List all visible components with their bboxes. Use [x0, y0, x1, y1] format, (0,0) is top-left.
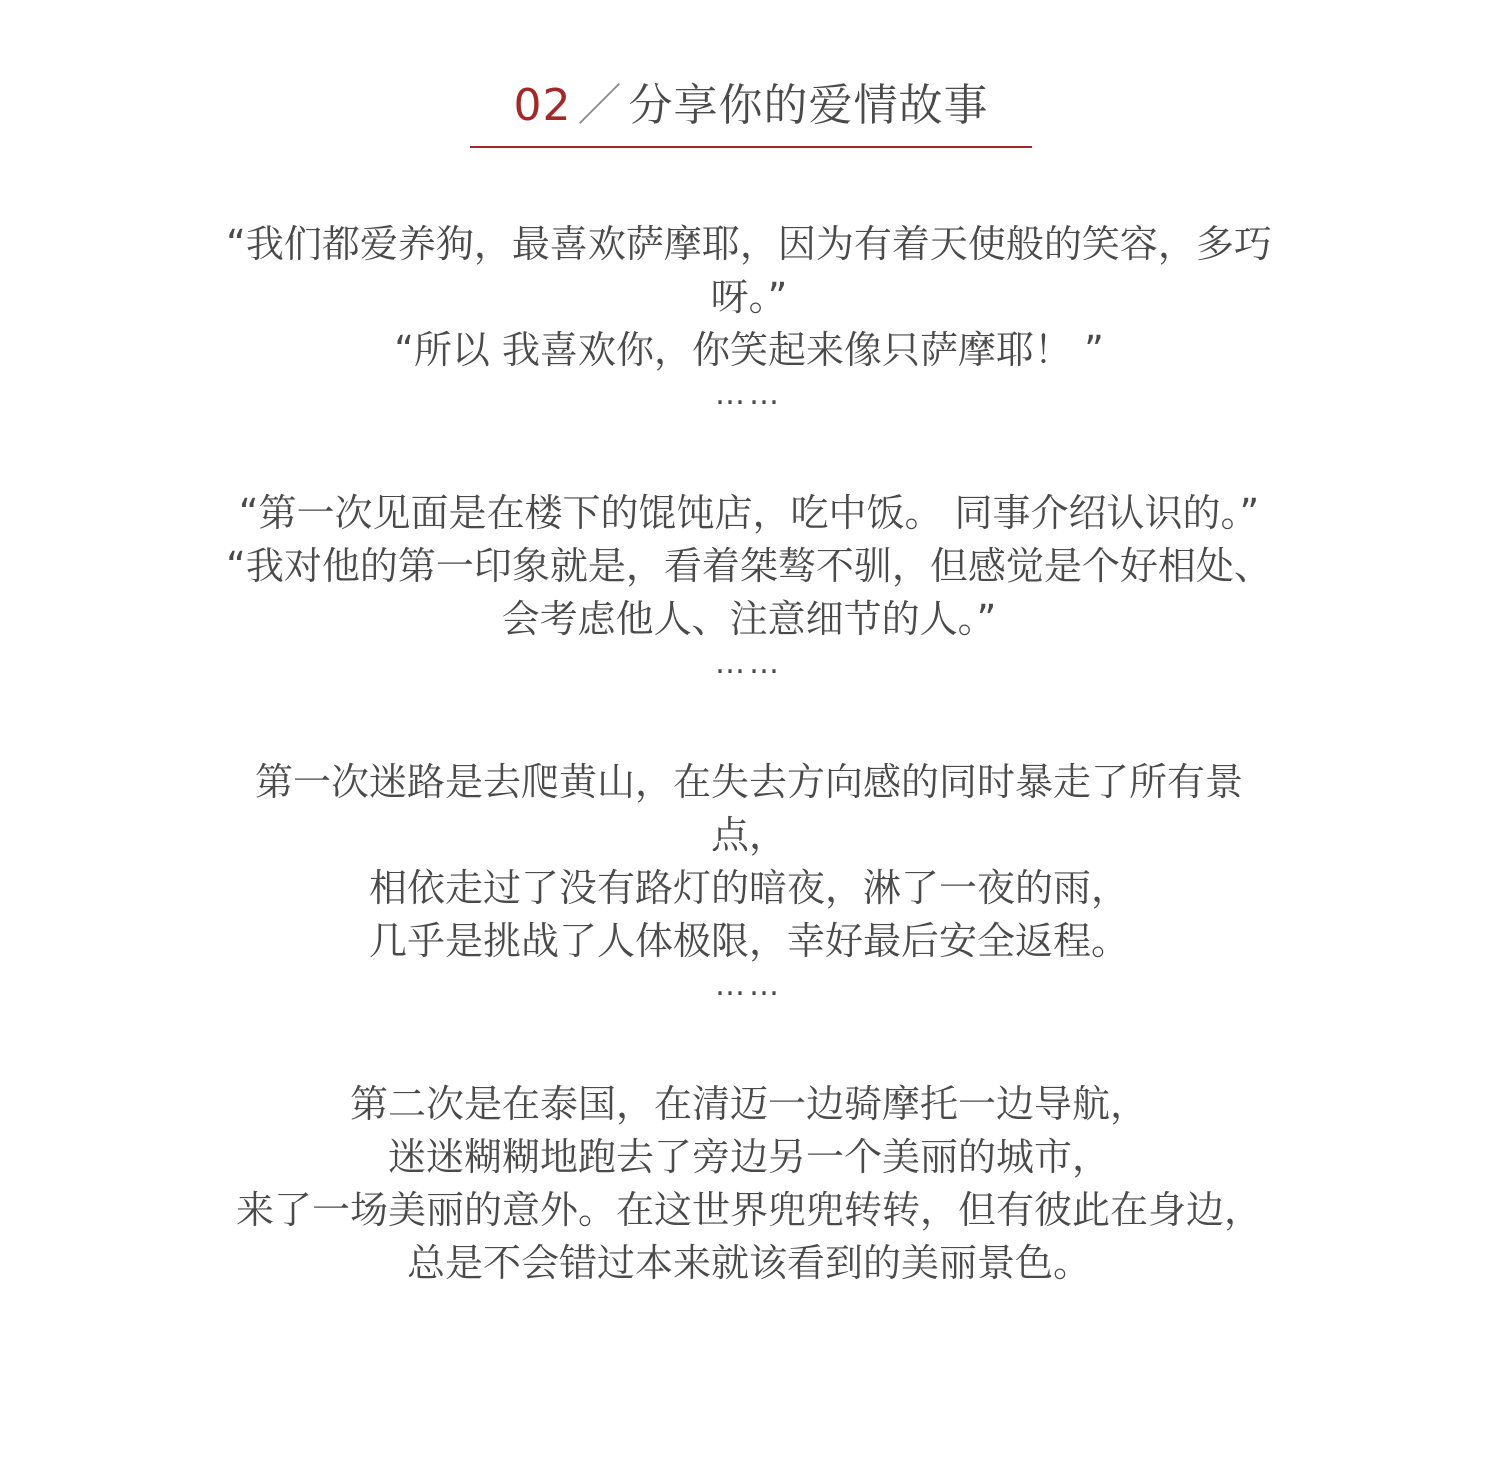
heading-separator: ／ — [577, 80, 623, 131]
story-block-3 — [220, 756, 1278, 1004]
story-block-1 — [220, 218, 1278, 413]
story-ellipsis: …… — [715, 377, 783, 412]
story-line: 来了一场美丽的意外。在这世界兜兜转转，但有彼此在身边， — [235, 1188, 1262, 1232]
header-underline — [470, 146, 1032, 148]
story-line: 几乎是挑战了人体极限，幸好最后安全返程。 — [368, 919, 1129, 963]
story-line: 相依走过了没有路灯的暗夜，淋了一夜的雨， — [368, 866, 1129, 910]
story-ellipsis: …… — [715, 968, 783, 1003]
story-line: “我对他的第一印象就是，看着桀骜不驯，但感觉是个好相处、 — [226, 544, 1272, 588]
story-list — [220, 218, 1278, 1364]
story-line: 迷迷糊糊地跑去了旁边另一个美丽的城市， — [387, 1135, 1110, 1179]
story-line: 第二次是在泰国，在清迈一边骑摩托一边导航， — [349, 1082, 1148, 1126]
story-line: 总是不会错过本来就该看到的美丽景色。 — [406, 1241, 1091, 1285]
story-line: “我们都爱养狗，最喜欢萨摩耶，因为有着天使般的笑容，多巧呀。” — [226, 222, 1272, 319]
story-block-2 — [220, 487, 1278, 682]
story-line: “所以 我喜欢你，你笑起来像只萨摩耶！ ” — [394, 328, 1104, 372]
section-header — [470, 78, 1032, 148]
section-title: 分享你的爱情故事 — [628, 80, 989, 131]
section-number: 02 — [513, 80, 572, 131]
story-line: 会考虑他人、注意细节的人。” — [501, 597, 997, 641]
story-line: 第一次迷路是去爬黄山，在失去方向感的同时暴走了所有景点， — [254, 760, 1243, 857]
story-ellipsis: …… — [715, 646, 783, 681]
story-block-4 — [220, 1078, 1278, 1290]
section-heading — [514, 78, 989, 134]
story-line: “第一次见面是在楼下的馄饨店，吃中饭。 同事介绍认识的。” — [238, 491, 1260, 535]
